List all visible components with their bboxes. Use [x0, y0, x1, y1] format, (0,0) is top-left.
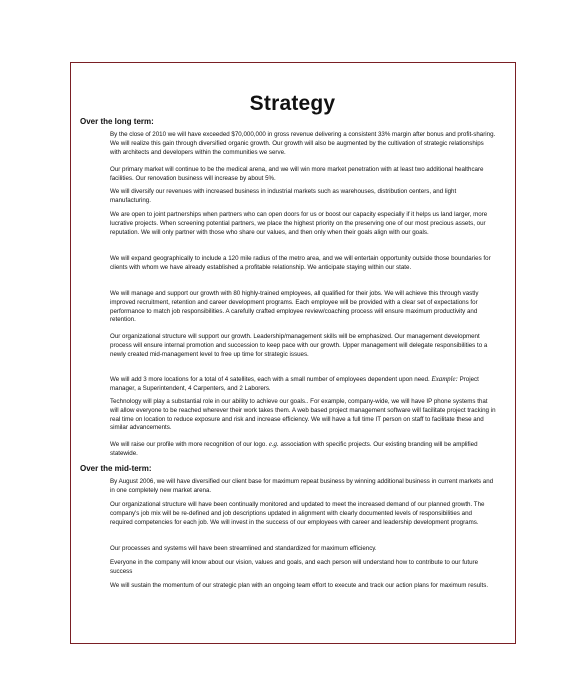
paragraph-joint-partnerships: We are open to joint partnerships when partners who can open doors for us or boost our capacity especially if it helps us land larger, more lucrative projects. When screening potential partners, we place the highest priority on the preserving one of our most precious assets, our reputation. We will only partner with those who share our values, and then only when their goals align with our goals.: [110, 211, 488, 236]
paragraph-technology: Technology will play a substantial role in our ability to achieve our goals.. For example, company-wide, we will have IP phone systems that will allow everyone to be reached wherever their work takes them. A web based project management software will facilitate project tracking in real time on location to reduce exposure and risk and increase efficiency. We will have a full time IT person on staff to facilitate these and similar advancements.: [110, 398, 496, 432]
text-run: Project manager, a Superintendent, 4 Carpenters, and 2 Laborers.: [110, 376, 479, 392]
paragraph-momentum: We will sustain the momentum of our strategic plan with an ongoing team effort to execute and track our action plans for maximum results.: [110, 582, 489, 589]
paragraph-new-locations: [110, 376, 496, 394]
text-run: association with specific projects. Our existing branding will be amplified statewide.: [110, 441, 478, 457]
paragraph-revenue-goal: By the close of 2010 we will have exceeded $70,000,000 in gross revenue delivering a consistent 33% margin after bonus and profit-sharing. We will realize this gain through diversified organic growth. Our growth will also be augmented by the cultivation of strategic relationships with architects and developers within the communities we serve.: [110, 131, 496, 156]
paragraph-diversify-revenue: We will diversify our revenues with increased business in industrial markets such as warehouses, distribution centers, and light manufacturing.: [110, 188, 457, 204]
paragraph-job-mix: Our organizational structure will have been continually monitored and updated to meet the increased demand of our planned growth. The company's job mix will be re-defined and job descriptions updated in alignment with clearly documented levels of responsibilities and required competencies for each job. We will invest in the success of our employees with career and leadership development programs.: [110, 501, 485, 526]
paragraph-geographic-expansion: We will expand geographically to include a 120 mile radius of the metro area, and we will entertain opportunity outside those boundaries for clients with whom we have already established a profitable relationship. We anticipate staying within our state.: [110, 255, 491, 271]
paragraph-client-base: By August 2006, we will have diversified our client base for maximum repeat business by winning additional business in current markets and in one completely new market arena.: [110, 478, 494, 494]
document-title: Strategy: [249, 92, 336, 115]
paragraph-brand-profile: [110, 441, 496, 459]
paragraph-primary-market: Our primary market will continue to be the medical arena, and we will win more market penetration with at least two additional healthcare facilities. Our renovation business will increase by about 5%.: [110, 166, 484, 182]
section-heading-mid-term: Over the mid-term:: [80, 464, 152, 473]
paragraph-processes: Our processes and systems will have been streamlined and standardized for maximum efficiency.: [110, 545, 377, 552]
eg-label: e.g.: [268, 441, 279, 448]
section-heading-long-term: Over the long term:: [80, 117, 154, 126]
paragraph-employee-growth: We will manage and support our growth with 80 highly-trained employees, all qualified for their jobs. We will achieve this through vastly improved recruitment, retention and career development programs. Each employee will be provided with a clear set of expectations for performance to match job responsibilities. A carefully crafted employee review/coaching process will ensure maximum productivity and retention.: [110, 290, 479, 324]
text-run: We will add 3 more locations for a total of 4 satellites, each with a small number of employees dependent upon need.: [110, 376, 432, 383]
example-label: Example:: [431, 376, 458, 383]
paragraph-organizational-structure: Our organizational structure will support our growth. Leadership/management skills will be emphasized. Our management development process will ensure internal promotion and succession to keep pace with our growth. Upper management will delegate responsibilities to a newly created mid-management level to free up time for strategic issues.: [110, 333, 488, 358]
paragraph-vision: Everyone in the company will know about our vision, values and goals, and each person will understand how to contribute to our future success: [110, 559, 479, 575]
text-run: We will raise our profile with more recognition of our logo.: [110, 441, 269, 448]
